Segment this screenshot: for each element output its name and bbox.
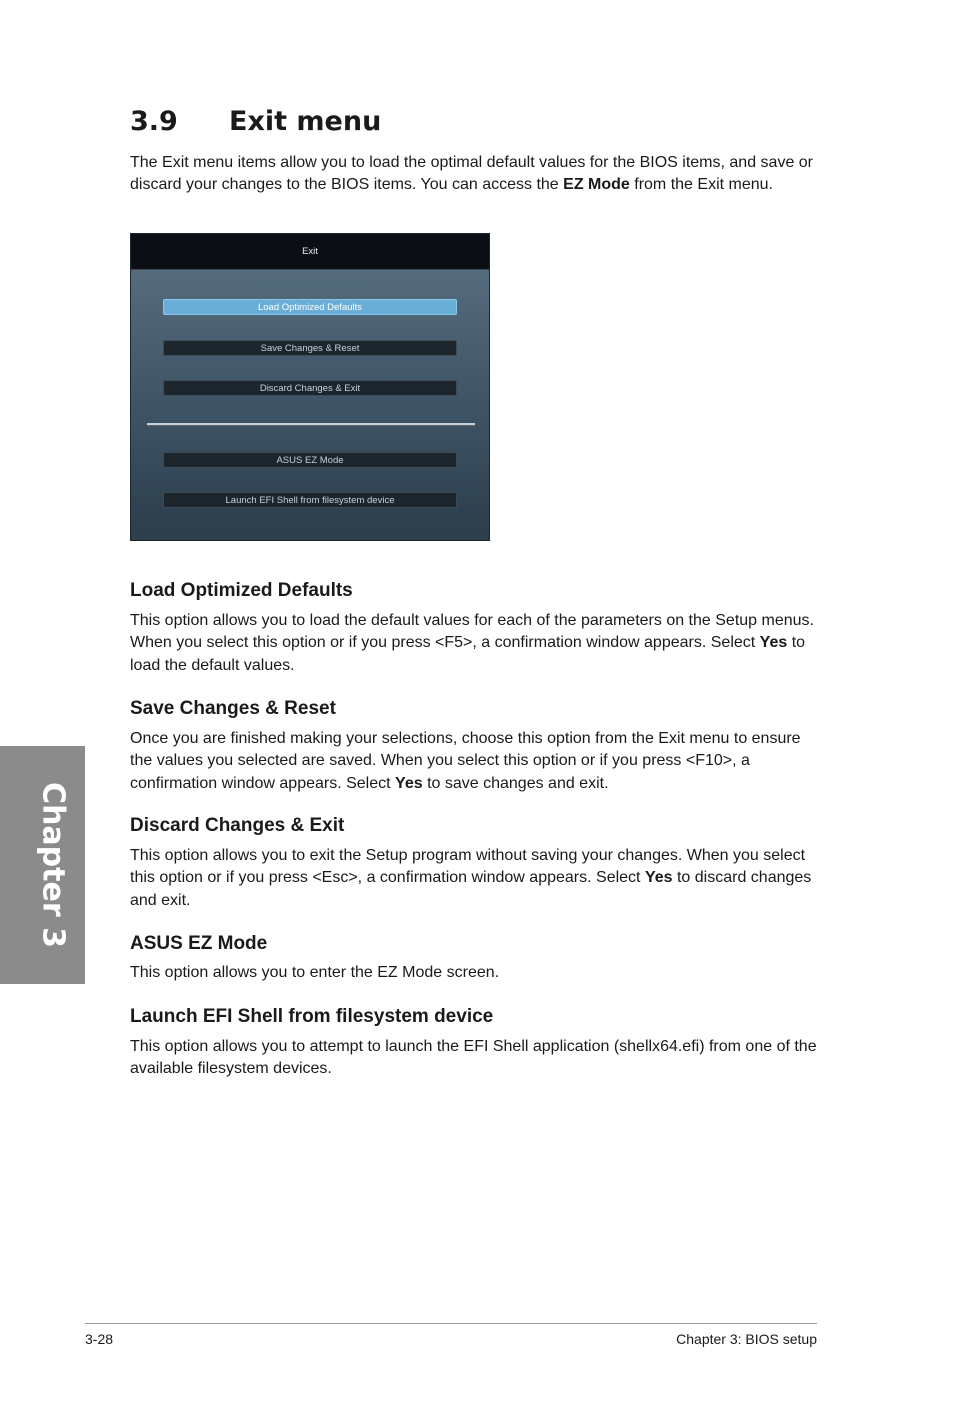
footer-page-number: 3-28 — [85, 1331, 114, 1347]
body-bold: Yes — [644, 869, 673, 887]
body-text: This option allows you to exit the Setup program without saving your changes. When you select this option or if you press <Esc>, a confirmation window appears. Select — [130, 847, 806, 887]
intro-bold: EZ Mode — [563, 176, 630, 194]
section-body-save-changes-reset — [130, 728, 820, 795]
body-text-end: to load the default values. — [130, 634, 806, 674]
body-text-end: to discard changes and exit. — [130, 869, 812, 909]
bios-item-launch-efi-shell[interactable]: Launch EFI Shell from filesystem device — [163, 492, 457, 508]
section-heading-discard-changes-exit: Discard Changes & Exit — [130, 815, 345, 836]
body-text-end: to save changes and exit. — [422, 774, 609, 792]
body-text: Once you are finished making your selections, choose this option from the Exit menu to ensure the values you selected are saved. When you select this option or if you press <F10>, a confirmation window appears. Select — [130, 730, 801, 792]
page-title — [130, 106, 381, 137]
footer-divider — [85, 1323, 817, 1324]
footer-chapter-title: Chapter 3: BIOS setup — [676, 1331, 817, 1347]
intro-text: The Exit menu items allow you to load the optimal default values for the BIOS items, and save or discard your changes to the BIOS items. You can access the — [130, 154, 814, 194]
bios-exit-screenshot — [130, 233, 490, 541]
section-body-load-optimized-defaults — [130, 610, 820, 677]
bios-titlebar — [131, 234, 489, 270]
section-body-asus-ez-mode: This option allows you to enter the EZ Mode screen. — [130, 964, 500, 981]
section-heading-save-changes-reset: Save Changes & Reset — [130, 698, 336, 719]
chapter-tab-label: Chapter 3 — [35, 782, 71, 948]
body-text: This option allows you to load the default values for each of the parameters on the Setup menus. When you select this option or if you press <F5>, a confirmation window appears. Select — [130, 612, 814, 652]
intro-paragraph — [130, 152, 820, 197]
section-title: Exit menu — [229, 106, 382, 137]
body-bold: Yes — [395, 774, 423, 792]
bios-item-save-changes-reset[interactable]: Save Changes & Reset — [163, 340, 457, 356]
section-heading-launch-efi-shell: Launch EFI Shell from filesystem device — [130, 1006, 494, 1027]
section-body-discard-changes-exit — [130, 845, 820, 912]
bios-item-discard-changes-exit[interactable]: Discard Changes & Exit — [163, 380, 457, 396]
section-body-launch-efi-shell: This option allows you to attempt to launch the EFI Shell application (shellx64.efi) from one of the available filesystem devices. — [130, 1038, 817, 1078]
bios-divider — [147, 423, 475, 426]
body-bold: Yes — [759, 634, 788, 652]
bios-item-asus-ez-mode[interactable]: ASUS EZ Mode — [163, 452, 457, 468]
section-heading-asus-ez-mode: ASUS EZ Mode — [130, 933, 268, 954]
bios-item-load-optimized-defaults[interactable]: Load Optimized Defaults — [163, 299, 457, 315]
intro-text-end: from the Exit menu. — [629, 176, 773, 194]
bios-title: Exit — [302, 246, 318, 257]
section-heading-load-optimized-defaults: Load Optimized Defaults — [130, 580, 353, 601]
section-number: 3.9 — [130, 106, 178, 137]
